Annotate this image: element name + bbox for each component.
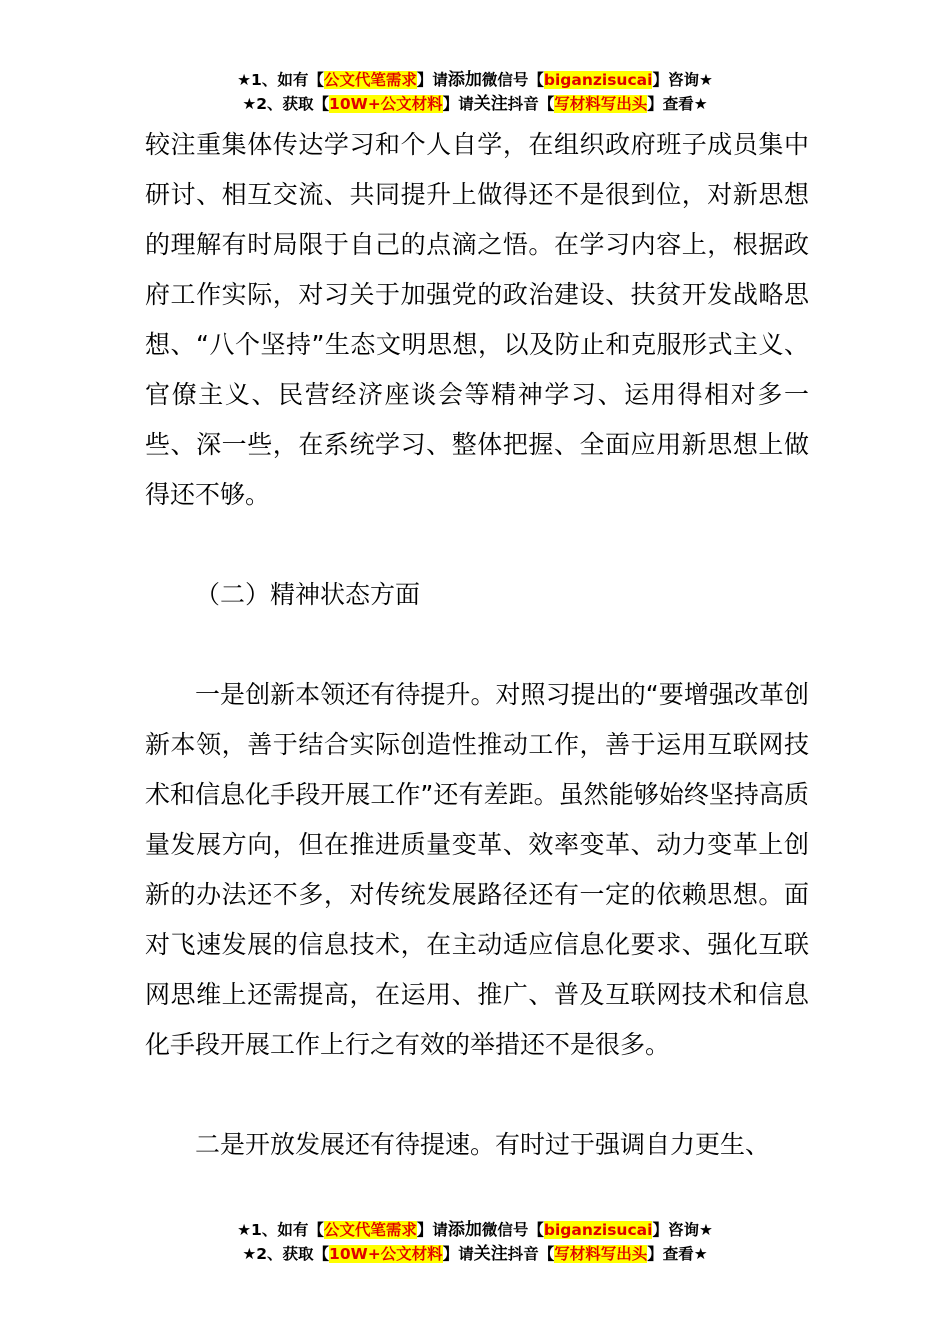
paragraph-innovation: 一是创新本领还有待提升。对照习提出的“要增强改革创新本领，善于结合实际创造性推动工作，善于运用互联网技术和信息化手段开展工作”还有差距。虽然能够始终坚持高质量发展方向，但在推进质量变革、效率变革、动力变革上创新的办法还不多，对传统发展路径还有一定的依赖思想。面对飞速发展的信息技术，在主动适应信息化要求、强化互联网思维上还需提高，在运用、推广、普及互联网技术和信息化手段开展工作上行之有效的举措还不是很多。 bbox=[145, 680, 809, 1059]
footer-banner bbox=[0, 1218, 950, 1266]
highlight-writing-service: 公文代笔需求 bbox=[323, 1221, 417, 1239]
highlight-writing-service: 公文代笔需求 bbox=[323, 71, 417, 89]
banner-line-1: ★1、如有【公文代笔需求】请添加微信号【biganzisucai】咨询★ bbox=[237, 1220, 713, 1240]
banner-line-2: ★2、获取【10W+公文材料】请关注抖音【写材料写出头】查看★ bbox=[242, 94, 708, 114]
highlight-materials: 10W+公文材料 bbox=[329, 95, 443, 113]
paragraph-study: 较注重集体传达学习和个人自学，在组织政府班子成员集中研讨、相互交流、共同提升上做得还不是很到位，对新思想的理解有时局限于自己的点滴之悟。在学习内容上，根据政府工作实际，对习关于加强党的政治建设、扶贫开发战略思想、“八个坚持”生态文明思想，以及防止和克服形式主义、官僚主义、民营经济座谈会等精神学习、运用得相对多一些、深一些，在系统学习、整体把握、全面应用新思想上做得还不够。 bbox=[145, 130, 809, 509]
banner-line-1: ★1、如有【公文代笔需求】请添加微信号【biganzisucai】咨询★ bbox=[237, 70, 713, 90]
section-heading-spirit: （二）精神状态方面 bbox=[195, 580, 421, 609]
header-banner bbox=[0, 68, 950, 116]
banner-line-2: ★2、获取【10W+公文材料】请关注抖音【写材料写出头】查看★ bbox=[242, 1244, 708, 1264]
highlight-douyin-account: 写材料写出头 bbox=[554, 1245, 648, 1263]
highlight-wechat-id: biganzisucai bbox=[543, 1221, 653, 1239]
highlight-materials: 10W+公文材料 bbox=[329, 1245, 443, 1263]
document-body bbox=[145, 120, 809, 1170]
highlight-douyin-account: 写材料写出头 bbox=[554, 95, 648, 113]
highlight-wechat-id: biganzisucai bbox=[543, 71, 653, 89]
paragraph-openness: 二是开放发展还有待提速。有时过于强调自力更生、 bbox=[195, 1130, 771, 1159]
